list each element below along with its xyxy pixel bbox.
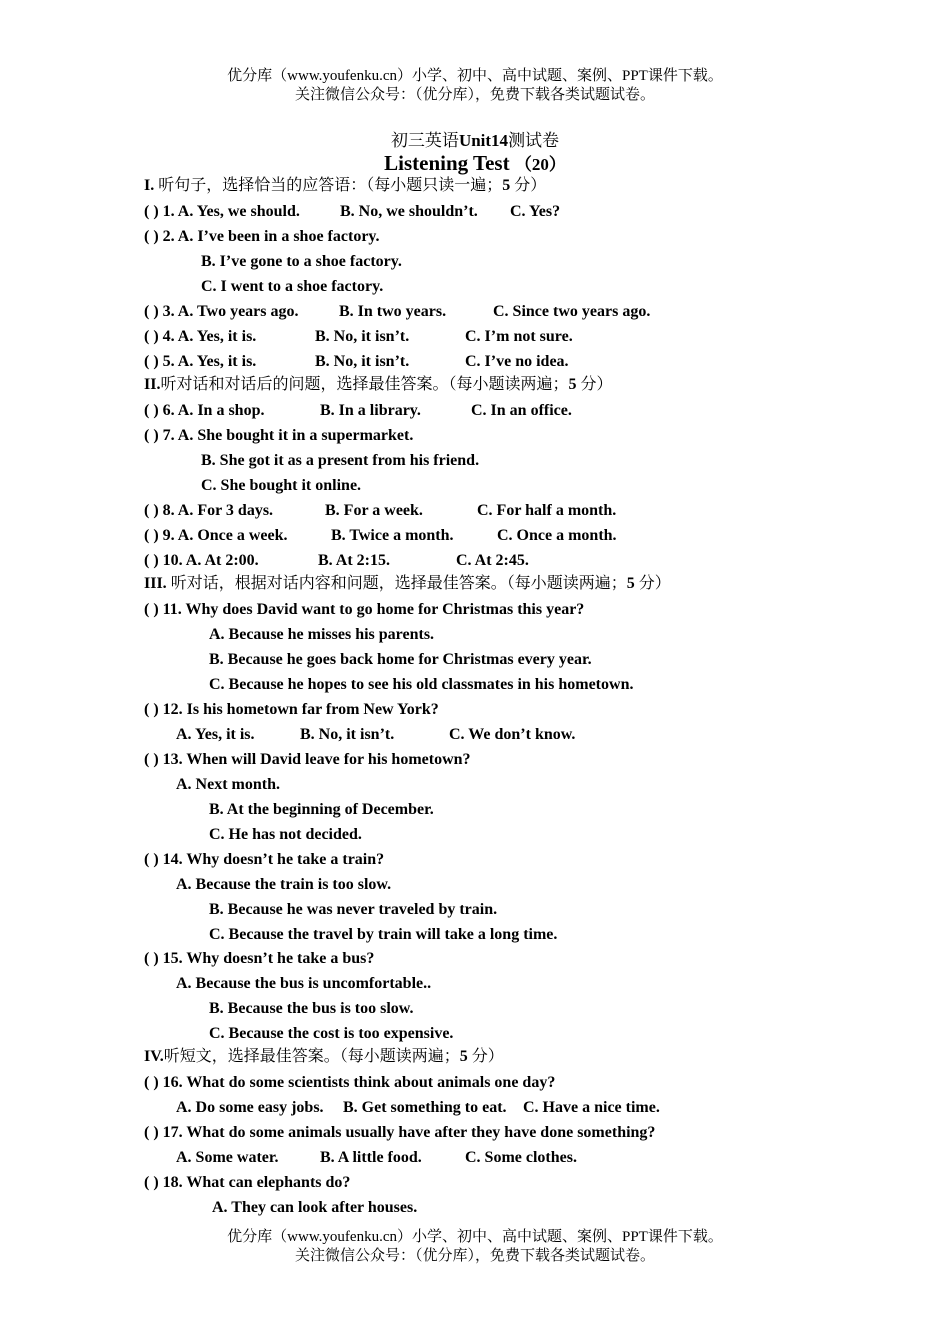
q4-option-c: C. I’m not sure. <box>465 328 573 345</box>
q6-option-a: ( ) 6. A. In a shop. <box>144 402 265 419</box>
q17-option-b: B. A little food. <box>320 1149 422 1166</box>
q16-option-a: A. Do some easy jobs. <box>176 1099 324 1116</box>
q4-option-a: ( ) 4. A. Yes, it is. <box>144 328 257 345</box>
q7-option-c: C. She bought it online. <box>201 477 362 494</box>
q2-option-c: C. I went to a shoe factory. <box>201 278 384 295</box>
q9-option-c: C. Once a month. <box>497 527 617 544</box>
q15-option-b: B. Because the bus is too slow. <box>209 1000 414 1017</box>
title-prefix: 初三英语 <box>390 131 459 150</box>
q7-option-a: ( ) 7. A. She bought it in a supermarket. <box>144 427 414 444</box>
q18-option-a: A. They can look after houses. <box>212 1199 418 1216</box>
q3-option-a: ( ) 3. A. Two years ago. <box>144 303 299 320</box>
q12-question: ( ) 12. Is his hometown far from New York? <box>144 701 439 718</box>
header-line-1: 优分库（www.youfenku.cn）小学、初中、高中试题、案例、PPT课件下载。 <box>227 68 723 84</box>
section-3-heading: III. 听对话，根据对话内容和问题，选择最佳答案。（每小题读两遍；5 分） <box>144 575 671 592</box>
title-unit: Unit14 <box>458 131 509 150</box>
q5-option-c: C. I’ve no idea. <box>465 353 569 370</box>
title-suffix: 测试卷 <box>508 131 560 150</box>
q11-option-c: C. Because he hopes to see his old classmates in his hometown. <box>209 676 634 693</box>
q15-option-a: A. Because the bus is uncomfortable.. <box>176 975 432 992</box>
q1-option-c: C. Yes? <box>510 203 561 220</box>
q17-option-c: C. Some clothes. <box>465 1149 577 1166</box>
q13-option-b: B. At the beginning of December. <box>209 801 434 818</box>
q12-option-c: C. We don’t know. <box>449 726 576 743</box>
section-4-heading: IV.听短文，选择最佳答案。（每小题读两遍；5 分） <box>144 1048 504 1065</box>
q5-option-a: ( ) 5. A. Yes, it is. <box>144 353 257 370</box>
section-1-heading: I. 听句子，选择恰当的应答语：（每小题只读一遍；5 分） <box>144 177 547 194</box>
q16-option-b: B. Get something to eat. <box>343 1099 507 1116</box>
q10-option-b: B. At 2:15. <box>318 552 390 569</box>
q14-option-c: C. Because the travel by train will take a long time. <box>209 926 558 943</box>
q2-option-a: ( ) 2. A. I’ve been in a shoe factory. <box>144 228 380 245</box>
page-subtitle <box>0 150 950 176</box>
q18-question: ( ) 18. What can elephants do? <box>144 1174 351 1191</box>
q15-option-c: C. Because the cost is too expensive. <box>209 1025 454 1042</box>
q8-option-c: C. For half a month. <box>477 502 617 519</box>
q15-question: ( ) 15. Why doesn’t he take a bus? <box>144 950 375 967</box>
q17-question: ( ) 17. What do some animals usually have after they have done something? <box>144 1124 656 1141</box>
q12-option-a: A. Yes, it is. <box>176 726 255 743</box>
q13-option-c: C. He has not decided. <box>209 826 362 843</box>
q11-question: ( ) 11. Why does David want to go home for Christmas this year? <box>144 601 585 618</box>
q8-option-a: ( ) 8. A. For 3 days. <box>144 502 274 519</box>
q3-option-b: B. In two years. <box>339 303 447 320</box>
q10-option-c: C. At 2:45. <box>456 552 529 569</box>
section-2-heading: II.听对话和对话后的问题，选择最佳答案。（每小题读两遍；5 分） <box>144 376 613 393</box>
q11-option-b: B. Because he goes back home for Christmas every year. <box>209 651 592 668</box>
footer-line-1: 优分库（www.youfenku.cn）小学、初中、高中试题、案例、PPT课件下载。 <box>227 1229 723 1245</box>
q13-question: ( ) 13. When will David leave for his hometown? <box>144 751 471 768</box>
q9-option-b: B. Twice a month. <box>331 527 454 544</box>
q17-option-a: A. Some water. <box>176 1149 279 1166</box>
q16-question: ( ) 16. What do some scientists think about animals one day? <box>144 1074 556 1091</box>
q7-option-b: B. She got it as a present from his friend. <box>201 452 480 469</box>
page-title <box>0 126 950 151</box>
q4-option-b: B. No, it isn’t. <box>315 328 410 345</box>
q1-option-a: ( ) 1. A. Yes, we should. <box>144 203 300 220</box>
q5-option-b: B. No, it isn’t. <box>315 353 410 370</box>
q14-option-b: B. Because he was never traveled by train. <box>209 901 498 918</box>
header-line-2: 关注微信公众号：（优分库），免费下载各类试题试卷。 <box>294 87 655 103</box>
q12-option-b: B. No, it isn’t. <box>300 726 395 743</box>
footer-line-2: 关注微信公众号：（优分库），免费下载各类试题试卷。 <box>294 1248 655 1264</box>
subtitle-score: （20） <box>514 155 566 174</box>
q9-option-a: ( ) 9. A. Once a week. <box>144 527 288 544</box>
subtitle-text: Listening Test <box>384 151 510 175</box>
q6-option-b: B. In a library. <box>320 402 421 419</box>
q14-option-a: A. Because the train is too slow. <box>176 876 392 893</box>
q6-option-c: C. In an office. <box>471 402 572 419</box>
q8-option-b: B. For a week. <box>325 502 423 519</box>
q1-option-b: B. No, we shouldn’t. <box>340 203 478 220</box>
q3-option-c: C. Since two years ago. <box>493 303 651 320</box>
q10-option-a: ( ) 10. A. At 2:00. <box>144 552 259 569</box>
q14-question: ( ) 14. Why doesn’t he take a train? <box>144 851 385 868</box>
q16-option-c: C. Have a nice time. <box>523 1099 660 1116</box>
q13-option-a: A. Next month. <box>176 776 280 793</box>
q11-option-a: A. Because he misses his parents. <box>209 626 435 643</box>
q2-option-b: B. I’ve gone to a shoe factory. <box>201 253 402 270</box>
